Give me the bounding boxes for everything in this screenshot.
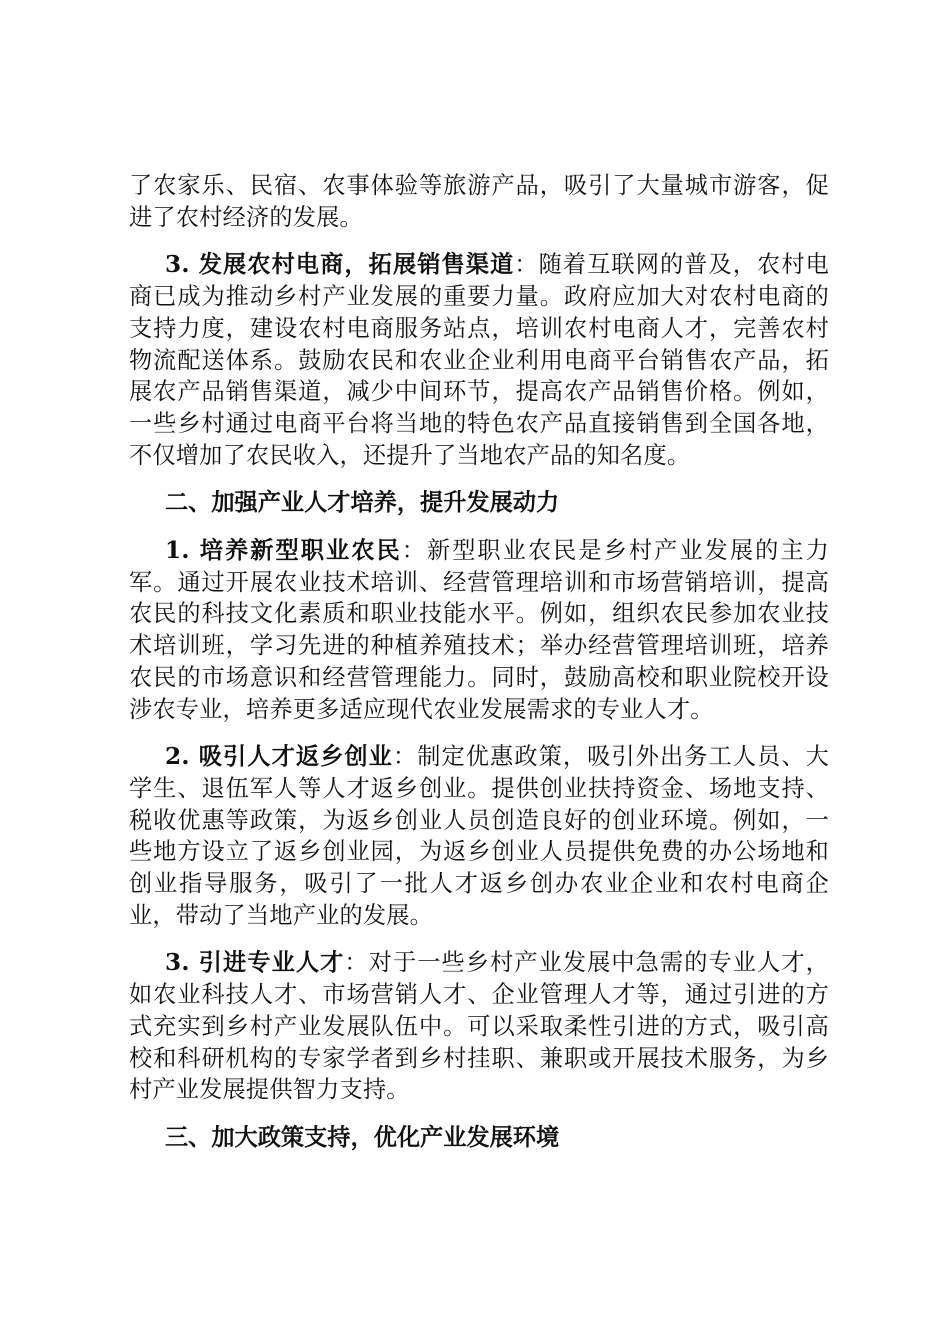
ecommerce-lead: 3. 发展农村电商，拓展销售渠道 (165, 251, 515, 279)
farmer-training-lead: 1. 培养新型职业农民 (165, 537, 402, 565)
talent-introduction-paragraph (129, 947, 829, 1106)
return-entrepreneurship-lead: 2. 吸引人才返乡创业 (165, 743, 393, 771)
continuation-text: 了农家乐、民宿、农事体验等旅游产品，吸引了大量城市游客，促进了农村经济的发展。 (129, 172, 829, 231)
continuation-paragraph (129, 170, 829, 233)
ecommerce-paragraph (129, 249, 829, 471)
ecommerce-text: ：随着互联网的普及，农村电商已成为推动乡村产业发展的重要力量。政府应加大对农村电商的支持力度，建设农村电商服务站点，培训农村电商人才，完善农村物流配送体系。鼓励农民和农业企业利用电商平台销售农产品，拓展农产品销售渠道，减少中间环节，提高农产品销售价格。例如，一些乡村通过电商平台将当地的特色农产品直接销售到全国各地，不仅增加了农民收入，还提升了当地农产品的知名度。 (129, 251, 829, 469)
farmer-training-text: ：新型职业农民是乡村产业发展的主力军。通过开展农业技术培训、经营管理培训和市场营销培训，提高农民的科技文化素质和职业技能水平。例如，组织农民参加农业技术培训班，学习先进的种植养殖技术；举办经营管理培训班，培养农民的市场意识和经营管理能力。同时，鼓励高校和职业院校开设涉农专业，培养更多适应现代农业发展需求的专业人才。 (129, 537, 829, 723)
section-2-heading: 二、加强产业人才培养，提升发展动力 (165, 489, 560, 517)
return-entrepreneurship-paragraph (129, 741, 829, 931)
talent-introduction-lead: 3. 引进专业人才 (165, 949, 345, 977)
document-page (129, 170, 829, 1154)
talent-introduction-text: ：对于一些乡村产业发展中急需的专业人才，如农业科技人才、市场营销人才、企业管理人才等，通过引进的方式充实到乡村产业发展队伍中。可以采取柔性引进的方式，吸引高校和科研机构的专家学者到乡村挂职、兼职或开展技术服务，为乡村产业发展提供智力支持。 (129, 949, 829, 1104)
farmer-training-paragraph (129, 535, 829, 725)
return-entrepreneurship-text: ：制定优惠政策，吸引外出务工人员、大学生、退伍军人等人才返乡创业。提供创业扶持资金、场地支持、税收优惠等政策，为返乡创业人员创造良好的创业环境。例如，一些地方设立了返乡创业园，为返乡创业人员提供免费的办公场地和创业指导服务，吸引了一批人才返乡创办农业企业和农村电商企业，带动了当地产业的发展。 (129, 743, 829, 929)
section-3-heading: 三、加大政策支持，优化产业发展环境 (165, 1123, 560, 1151)
